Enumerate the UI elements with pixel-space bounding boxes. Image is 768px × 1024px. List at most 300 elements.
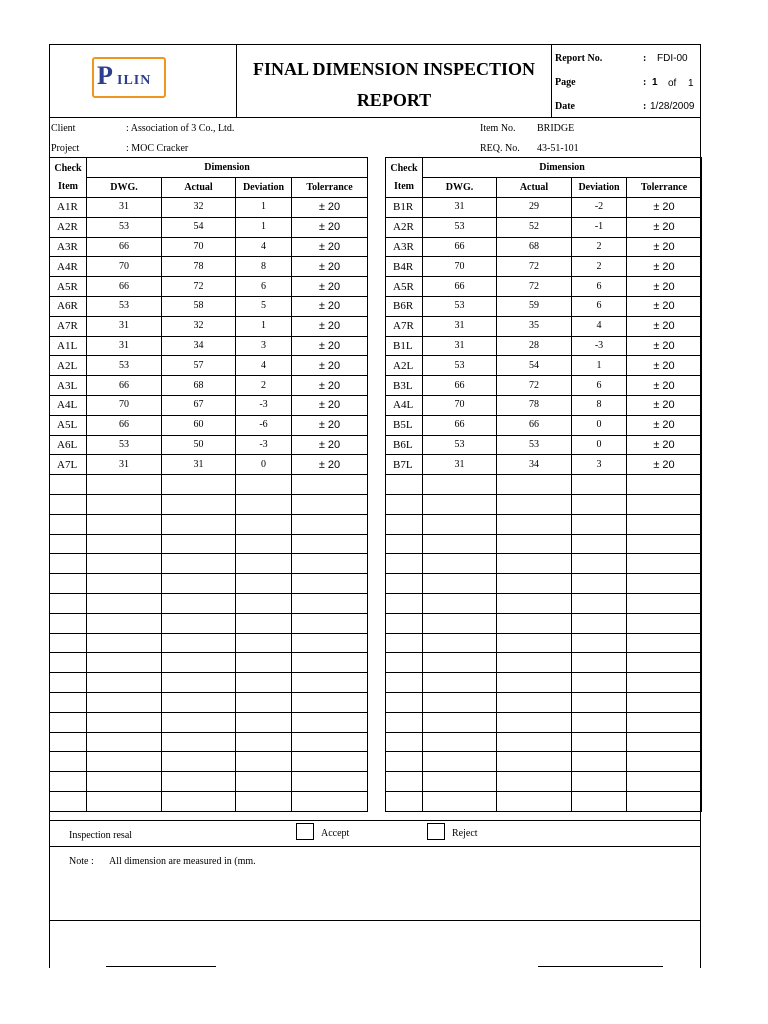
blank-cell[interactable] [423,534,497,554]
blank-cell[interactable] [292,712,368,732]
blank-row [50,791,368,811]
blank-cell[interactable] [386,534,423,554]
blank-cell[interactable] [292,534,368,554]
tolerance-cell: ± 20 [292,217,368,237]
blank-cell[interactable] [497,692,572,712]
table-row [386,395,702,415]
tolerance-cell: ± 20 [627,277,702,297]
dwg-cell: 53 [423,217,497,237]
dwg-cell: 66 [423,415,497,435]
blank-cell[interactable] [572,534,627,554]
blank-cell[interactable] [627,791,702,811]
blank-row [50,554,368,574]
blank-cell[interactable] [423,772,497,792]
blank-cell[interactable] [423,752,497,772]
blank-cell[interactable] [162,593,236,613]
blank-cell[interactable] [50,534,87,554]
dwg-cell: 70 [423,395,497,415]
blank-row [50,574,368,594]
blank-row [386,791,702,811]
blank-cell[interactable] [423,554,497,574]
blank-cell[interactable] [50,475,87,495]
blank-cell[interactable] [236,534,292,554]
table-row [386,415,702,435]
actual-header: Actual [497,178,572,198]
blank-cell[interactable] [292,633,368,653]
blank-cell[interactable] [50,772,87,792]
table-row [50,336,368,356]
blank-row [50,494,368,514]
blank-cell[interactable] [236,752,292,772]
blank-cell[interactable] [50,732,87,752]
tolerance-cell: ± 20 [627,198,702,218]
blank-cell[interactable] [162,772,236,792]
blank-cell[interactable] [162,475,236,495]
blank-row [50,772,368,792]
actual-cell: 52 [497,217,572,237]
blank-cell[interactable] [497,633,572,653]
check-item-cell: A4L [386,395,423,415]
blank-row [386,772,702,792]
check-item-cell: A7R [386,316,423,336]
blank-cell[interactable] [423,514,497,534]
blank-cell[interactable] [236,514,292,534]
tolerance-cell: ± 20 [292,296,368,316]
blank-cell[interactable] [497,653,572,673]
blank-row [386,653,702,673]
blank-cell[interactable] [627,613,702,633]
actual-cell: 29 [497,198,572,218]
blank-cell[interactable] [627,475,702,495]
date-value: 1/28/2009 [650,101,695,112]
blank-cell[interactable] [292,732,368,752]
check-item-cell: A3L [50,376,87,396]
report-no-label: Report No. [555,53,603,64]
blank-cell[interactable] [497,712,572,732]
dwg-cell: 53 [423,296,497,316]
blank-cell[interactable] [497,534,572,554]
blank-cell[interactable] [50,494,87,514]
blank-cell[interactable] [87,494,162,514]
blank-cell[interactable] [386,494,423,514]
blank-cell[interactable] [423,653,497,673]
deviation-cell: 8 [236,257,292,277]
blank-cell[interactable] [236,772,292,792]
blank-cell[interactable] [423,613,497,633]
blank-cell[interactable] [292,593,368,613]
blank-cell[interactable] [572,791,627,811]
deviation-cell: 3 [572,455,627,475]
blank-cell[interactable] [423,494,497,514]
dwg-cell: 31 [87,198,162,218]
blank-cell[interactable] [386,752,423,772]
check-item-cell: A1L [50,336,87,356]
blank-row [50,712,368,732]
blank-cell[interactable] [386,554,423,574]
table-row [386,198,702,218]
blank-cell[interactable] [627,494,702,514]
page-total: 1 [688,78,694,89]
dwg-cell: 53 [87,356,162,376]
blank-cell[interactable] [87,692,162,712]
blank-cell[interactable] [236,673,292,693]
deviation-cell: 6 [572,296,627,316]
blank-cell[interactable] [87,752,162,772]
blank-cell[interactable] [386,514,423,534]
table-row [50,455,368,475]
blank-cell[interactable] [292,692,368,712]
actual-cell: 72 [497,257,572,277]
blank-cell[interactable] [423,673,497,693]
blank-cell[interactable] [423,593,497,613]
table-row [386,435,702,455]
blank-cell[interactable] [572,554,627,574]
blank-cell[interactable] [50,574,87,594]
blank-cell[interactable] [572,673,627,693]
page-colon: : [643,77,647,88]
actual-cell: 72 [497,376,572,396]
check-item-cell: A3R [50,237,87,257]
blank-row [386,692,702,712]
blank-cell[interactable] [572,692,627,712]
note-text: All dimension are measured in (mm. [109,856,256,867]
blank-cell[interactable] [627,574,702,594]
dwg-cell: 53 [87,296,162,316]
check-item-header [386,158,423,198]
blank-cell[interactable] [423,574,497,594]
blank-cell[interactable] [162,692,236,712]
blank-cell[interactable] [87,514,162,534]
blank-cell[interactable] [386,653,423,673]
blank-cell[interactable] [423,633,497,653]
table-row [386,336,702,356]
blank-cell[interactable] [386,475,423,495]
blank-cell[interactable] [386,772,423,792]
blank-cell[interactable] [292,791,368,811]
req-no-value: 43-51-101 [537,143,579,154]
blank-cell[interactable] [87,772,162,792]
blank-row [50,593,368,613]
actual-cell: 78 [497,395,572,415]
actual-cell: 72 [162,277,236,297]
blank-cell[interactable] [386,732,423,752]
blank-cell[interactable] [627,653,702,673]
blank-cell[interactable] [423,475,497,495]
actual-cell: 54 [497,356,572,376]
blank-cell[interactable] [236,494,292,514]
blank-cell[interactable] [386,633,423,653]
blank-cell[interactable] [423,732,497,752]
blank-cell[interactable] [236,653,292,673]
blank-cell[interactable] [87,475,162,495]
blank-cell[interactable] [497,791,572,811]
dwg-cell: 31 [87,455,162,475]
blank-cell[interactable] [497,772,572,792]
actual-cell: 34 [162,336,236,356]
dwg-cell: 70 [87,257,162,277]
blank-cell[interactable] [497,514,572,534]
dimension-header: Dimension [423,158,702,178]
blank-cell[interactable] [162,653,236,673]
check-item-cell: A7R [50,316,87,336]
blank-cell[interactable] [236,791,292,811]
table-row [386,277,702,297]
check-item-cell: B1R [386,198,423,218]
blank-row [386,613,702,633]
table-row [50,356,368,376]
blank-cell[interactable] [87,712,162,732]
actual-cell: 67 [162,395,236,415]
blank-cell[interactable] [572,494,627,514]
blank-row [50,673,368,693]
blank-cell[interactable] [162,574,236,594]
blank-cell[interactable] [292,673,368,693]
blank-cell[interactable] [572,633,627,653]
blank-cell[interactable] [572,712,627,732]
blank-cell[interactable] [162,554,236,574]
blank-cell[interactable] [236,732,292,752]
blank-cell[interactable] [87,791,162,811]
tolerance-cell: ± 20 [292,198,368,218]
blank-cell[interactable] [292,752,368,772]
blank-cell[interactable] [292,475,368,495]
actual-cell: 60 [162,415,236,435]
blank-row [386,574,702,594]
blank-cell[interactable] [50,613,87,633]
deviation-cell: 8 [572,395,627,415]
blank-cell[interactable] [292,772,368,792]
blank-cell[interactable] [50,791,87,811]
actual-cell: 59 [497,296,572,316]
blank-cell[interactable] [292,574,368,594]
blank-cell[interactable] [572,514,627,534]
blank-cell[interactable] [87,534,162,554]
actual-cell: 57 [162,356,236,376]
blank-cell[interactable] [386,692,423,712]
tolerance-cell: ± 20 [292,455,368,475]
blank-cell[interactable] [572,653,627,673]
blank-cell[interactable] [50,692,87,712]
blank-cell[interactable] [627,633,702,653]
blank-cell[interactable] [162,791,236,811]
blank-cell[interactable] [423,791,497,811]
deviation-cell: 6 [572,277,627,297]
blank-cell[interactable] [627,534,702,554]
blank-cell[interactable] [292,653,368,673]
blank-cell[interactable] [236,613,292,633]
blank-cell[interactable] [292,494,368,514]
blank-cell[interactable] [386,712,423,732]
blank-cell[interactable] [572,475,627,495]
blank-cell[interactable] [162,633,236,653]
blank-cell[interactable] [50,673,87,693]
deviation-cell: 2 [236,376,292,396]
blank-cell[interactable] [497,673,572,693]
header-divider-meta [551,44,552,117]
blank-cell[interactable] [627,692,702,712]
dwg-cell: 53 [423,356,497,376]
item-header: Item [394,180,414,192]
blank-cell[interactable] [162,514,236,534]
blank-cell[interactable] [497,593,572,613]
table-row [50,415,368,435]
blank-cell[interactable] [572,613,627,633]
dwg-cell: 31 [423,316,497,336]
check-item-cell: A2R [386,217,423,237]
actual-cell: 68 [497,237,572,257]
check-item-cell: A5R [386,277,423,297]
blank-cell[interactable] [572,772,627,792]
blank-cell[interactable] [497,613,572,633]
blank-cell[interactable] [162,494,236,514]
blank-cell[interactable] [497,752,572,772]
tolerance-cell: ± 20 [292,395,368,415]
signature-line-right [538,966,663,967]
blank-cell[interactable] [627,712,702,732]
accept-checkbox[interactable] [296,823,314,840]
check-item-cell: A4R [50,257,87,277]
blank-cell[interactable] [386,673,423,693]
blank-cell[interactable] [50,752,87,772]
blank-cell[interactable] [292,613,368,633]
blank-cell[interactable] [497,554,572,574]
blank-cell[interactable] [627,732,702,752]
blank-row [386,534,702,554]
dwg-cell: 31 [423,198,497,218]
blank-cell[interactable] [497,475,572,495]
report-title-line1: FINAL DIMENSION INSPECTION [252,59,536,79]
blank-cell[interactable] [236,692,292,712]
actual-cell: 72 [497,277,572,297]
dimension-header: Dimension [87,158,368,178]
blank-cell[interactable] [50,712,87,732]
item-header: Item [58,180,78,192]
tolerance-cell: ± 20 [292,415,368,435]
blank-cell[interactable] [87,554,162,574]
blank-cell[interactable] [50,514,87,534]
blank-row [386,633,702,653]
blank-cell[interactable] [87,593,162,613]
note-label: Note : [69,856,94,867]
blank-cell[interactable] [87,613,162,633]
blank-cell[interactable] [87,732,162,752]
blank-cell[interactable] [497,574,572,594]
blank-cell[interactable] [423,712,497,732]
reject-checkbox[interactable] [427,823,445,840]
blank-cell[interactable] [162,534,236,554]
blank-cell[interactable] [627,752,702,772]
logo-letter-p: P [97,61,113,90]
blank-cell[interactable] [50,554,87,574]
blank-cell[interactable] [236,712,292,732]
tolerance-cell: ± 20 [292,356,368,376]
dwg-cell: 66 [87,237,162,257]
blank-cell[interactable] [236,475,292,495]
blank-cell[interactable] [87,653,162,673]
deviation-cell: 1 [236,217,292,237]
blank-cell[interactable] [236,633,292,653]
blank-cell[interactable] [627,554,702,574]
blank-cell[interactable] [627,593,702,613]
blank-cell[interactable] [162,732,236,752]
blank-cell[interactable] [162,613,236,633]
dwg-cell: 66 [87,415,162,435]
blank-cell[interactable] [627,514,702,534]
deviation-cell: -2 [572,198,627,218]
blank-cell[interactable] [87,633,162,653]
table-row [386,217,702,237]
table-row [386,376,702,396]
blank-cell[interactable] [423,692,497,712]
check-item-cell: A1R [50,198,87,218]
report-title-line2: REPORT [356,90,432,110]
blank-cell[interactable] [236,574,292,594]
tolerance-cell: ± 20 [292,277,368,297]
blank-row [50,653,368,673]
blank-cell[interactable] [386,613,423,633]
deviation-header: Deviation [236,178,292,198]
blank-cell[interactable] [292,554,368,574]
check-item-cell: B6R [386,296,423,316]
tolerance-header: Tolerrance [627,178,702,198]
blank-cell[interactable] [627,772,702,792]
dwg-cell: 66 [423,376,497,396]
tolerance-cell: ± 20 [292,336,368,356]
page-value: 1 [652,77,658,88]
tolerance-cell: ± 20 [292,316,368,336]
table-row [50,296,368,316]
blank-cell[interactable] [87,574,162,594]
signature-section-line [49,920,701,921]
blank-cell[interactable] [162,673,236,693]
blank-cell[interactable] [572,752,627,772]
blank-cell[interactable] [572,593,627,613]
table-row [50,435,368,455]
blank-cell[interactable] [87,673,162,693]
blank-cell[interactable] [627,673,702,693]
blank-cell[interactable] [50,633,87,653]
blank-cell[interactable] [386,574,423,594]
blank-cell[interactable] [386,593,423,613]
actual-cell: 28 [497,336,572,356]
check-item-cell: A5L [50,415,87,435]
dwg-cell: 66 [423,237,497,257]
blank-cell[interactable] [497,494,572,514]
actual-cell: 50 [162,435,236,455]
blank-cell[interactable] [50,653,87,673]
blank-cell[interactable] [162,712,236,732]
actual-cell: 31 [162,455,236,475]
blank-cell[interactable] [497,732,572,752]
blank-cell[interactable] [162,752,236,772]
blank-cell[interactable] [572,732,627,752]
blank-cell[interactable] [50,593,87,613]
blank-cell[interactable] [386,791,423,811]
actual-cell: 70 [162,237,236,257]
blank-cell[interactable] [292,514,368,534]
blank-cell[interactable] [236,593,292,613]
req-no-label: REQ. No. [480,143,520,154]
table-header-row-1 [50,158,368,178]
blank-row [50,633,368,653]
check-item-cell: B4R [386,257,423,277]
item-no-label: Item No. [480,123,516,134]
company-logo [92,57,166,98]
blank-row [386,494,702,514]
blank-cell[interactable] [572,574,627,594]
dwg-cell: 53 [87,435,162,455]
blank-cell[interactable] [236,554,292,574]
